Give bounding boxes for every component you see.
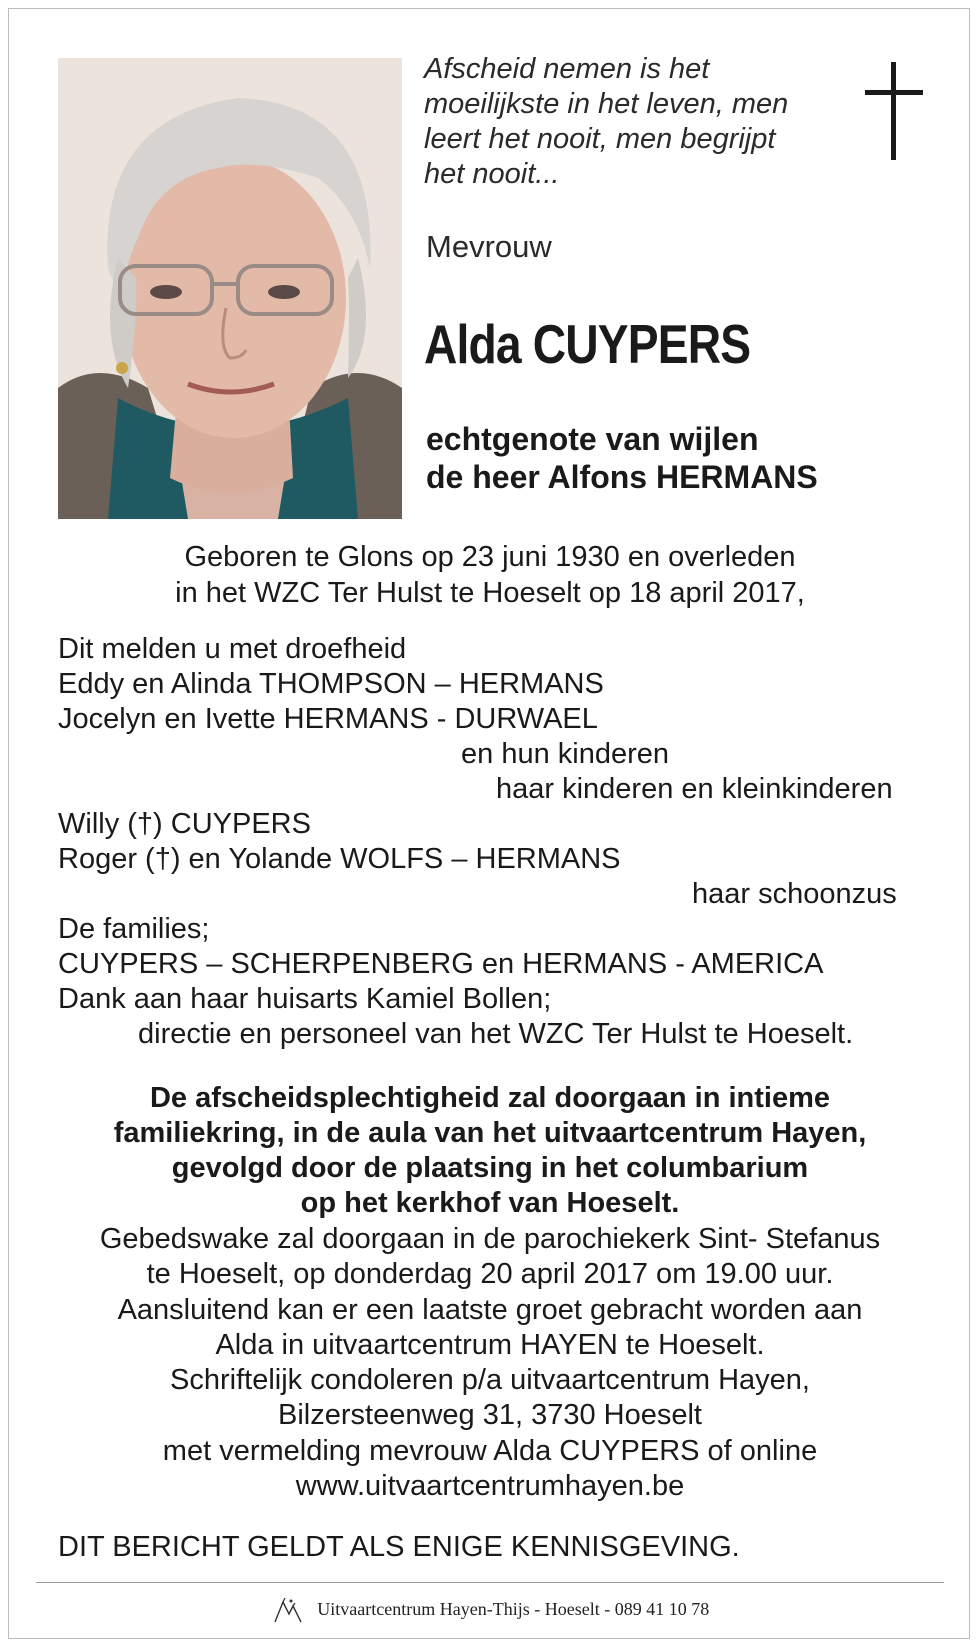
footer: [0, 1598, 980, 1624]
footer-divider: [36, 1582, 944, 1583]
quote: [424, 52, 824, 192]
family-relation-1: haar kinderen en kleinkinderen: [496, 773, 893, 805]
cross-icon: [865, 62, 923, 160]
quote-line: moeilijkste in het leven, men: [424, 88, 789, 120]
info-line: te Hoeselt, op donderdag 20 april 2017 om 19.00 uur.: [146, 1258, 834, 1291]
info-line: Alda in uitvaartcentrum HAYEN te Hoeselt.: [215, 1328, 765, 1361]
dates-line: Geboren te Glons op 23 juni 1930 en overleden: [184, 541, 796, 573]
ceremony-line: gevolgd door de plaatsing in het columbarium: [171, 1152, 809, 1184]
spouse-line: de heer Alfons HERMANS: [426, 459, 818, 495]
family-grandchildren: en hun kinderen: [461, 738, 669, 770]
family-inlaw-2: Roger (†) en Yolande WOLFS – HERMANS: [58, 843, 621, 875]
portrait-illustration: [58, 58, 402, 519]
ceremony-line: De afscheidsplechtigheid zal doorgaan in intieme: [149, 1082, 831, 1114]
birth-death-info: [0, 539, 980, 611]
family-child-1: Eddy en Alinda THOMPSON – HERMANS: [58, 668, 604, 700]
spouse-line: echtgenote van wijlen: [426, 421, 759, 457]
spouse-info: [426, 420, 818, 496]
info-line: www.uitvaartcentrumhayen.be: [295, 1470, 685, 1503]
info-line: Aansluitend kan er een laatste groet gebracht worden aan: [117, 1293, 863, 1326]
family-relation-2: haar schoonzus: [692, 878, 897, 910]
info-line: met vermelding mevrouw Alda CUYPERS of online: [162, 1434, 818, 1467]
practical-info: [0, 1222, 980, 1504]
families-names: CUYPERS – SCHERPENBERG en HERMANS - AMERICA: [58, 948, 824, 980]
portrait-photo: [58, 58, 402, 519]
footer-text: Uitvaartcentrum Hayen-Thijs - Hoeselt - 089 41 10 78: [317, 1599, 710, 1620]
quote-line: Afscheid nemen is het: [424, 53, 710, 85]
info-line: Schriftelijk condoleren p/a uitvaartcentrum Hayen,: [170, 1364, 810, 1397]
ceremony-line: familiekring, in de aula van het uitvaartcentrum Hayen,: [113, 1117, 867, 1149]
thanks-staff: directie en personeel van het WZC Ter Hulst te Hoeselt.: [138, 1018, 854, 1050]
family-intro: Dit melden u met droefheid: [58, 633, 407, 665]
quote-line: het nooit...: [424, 158, 560, 190]
info-line: Bilzersteenweg 31, 3730 Hoeselt: [278, 1399, 702, 1432]
thanks-doctor: Dank aan haar huisarts Kamiel Bollen;: [58, 983, 552, 1015]
family-child-2: Jocelyn en Ivette HERMANS - DURWAEL: [58, 703, 598, 735]
quote-line: leert het nooit, men begrijpt: [424, 123, 776, 155]
deceased-name: Alda CUYPERS: [424, 313, 751, 375]
sole-notice-statement: DIT BERICHT GELDT ALS ENIGE KENNISGEVING.: [58, 1531, 740, 1563]
info-line: Gebedswake zal doorgaan in de parochiekerk Sint- Stefanus: [99, 1223, 881, 1255]
dates-line: in het WZC Ter Hulst te Hoeselt op 18 april 2017,: [175, 577, 805, 609]
family-inlaw-1: Willy (†) CUYPERS: [58, 808, 311, 840]
funeral-home-logo-icon: [271, 1598, 305, 1624]
families-label: De families;: [58, 913, 210, 945]
ceremony-line: op het kerkhof van Hoeselt.: [300, 1187, 680, 1219]
ceremony-info: [0, 1081, 980, 1221]
honorific: Mevrouw: [426, 229, 552, 264]
